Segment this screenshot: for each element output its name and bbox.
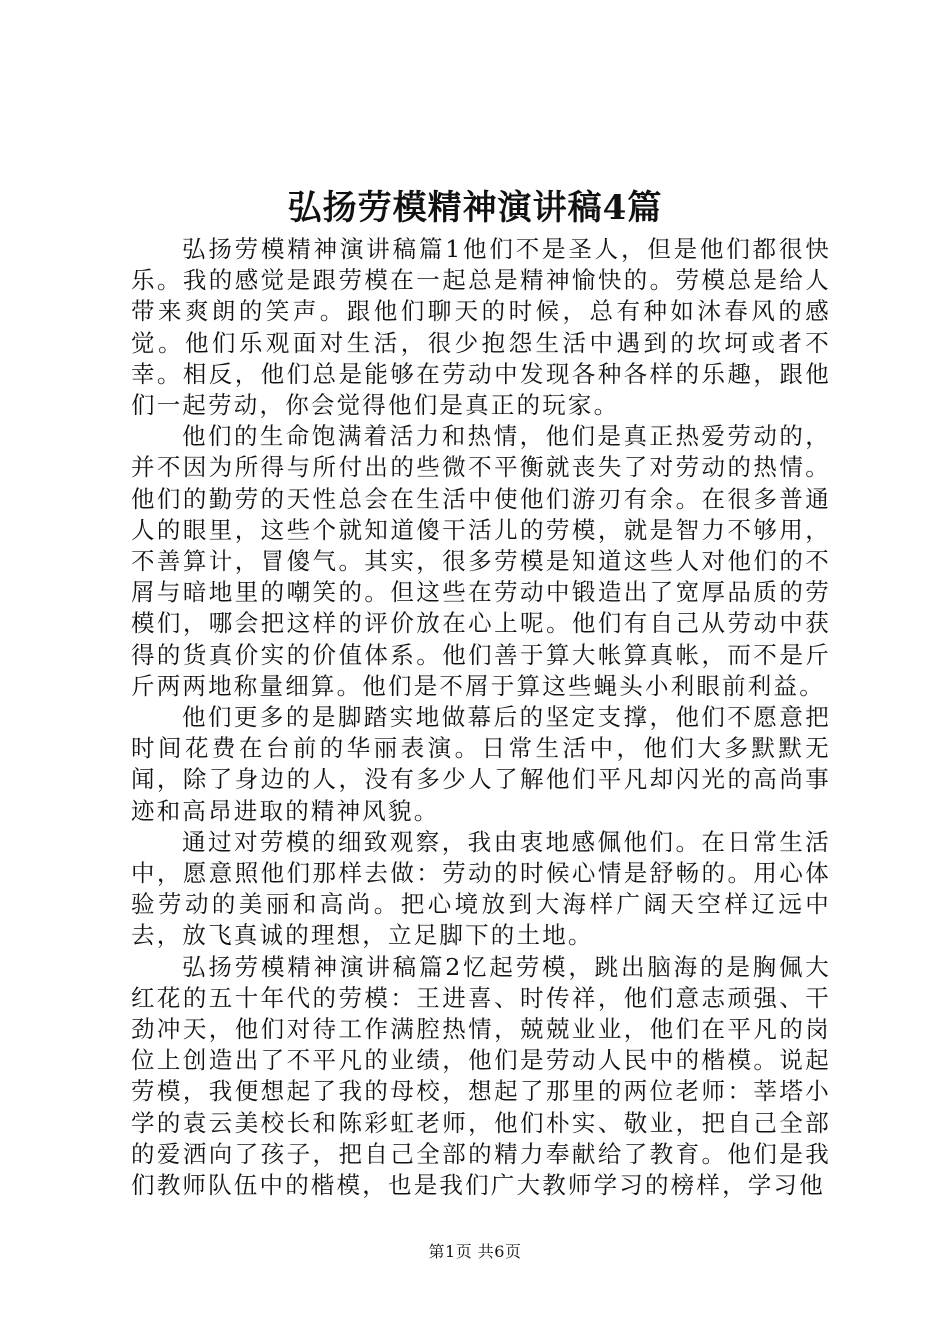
paragraph: 通过对劳模的细致观察，我由衷地感佩他们。在日常生活中，愿意照他们那样去做：劳动的时候心情是舒畅的。用心体验劳动的美丽和高尚。把心境放到大海样广阔天空样辽远中去，放飞真诚的理想，立足脚下的土地。 bbox=[131, 827, 831, 950]
paragraph: 弘扬劳模精神演讲稿篇1他们不是圣人，但是他们都很快乐。我的感觉是跟劳模在一起总是精神愉快的。劳模总是给人带来爽朗的笑声。跟他们聊天的时候，总有种如沐春风的感觉。他们乐观面对生活，很少抱怨生活中遇到的坎坷或者不幸。相反，他们总是能够在劳动中发现各种各样的乐趣，跟他们一起劳动，你会觉得他们是真正的玩家。 bbox=[131, 235, 831, 420]
paragraph: 他们的生命饱满着活力和热情，他们是真正热爱劳动的，并不因为所得与所付出的些微不平衡就丧失了对劳动的热情。他们的勤劳的天性总会在生活中使他们游刃有余。在很多普通人的眼里，这些个就知道傻干活儿的劳模，就是智力不够用，不善算计，冒傻气。其实，很多劳模是知道这些人对他们的不屑与暗地里的嘲笑的。但这些在劳动中锻造出了宽厚品质的劳模们，哪会把这样的评价放在心上呢。他们有自己从劳动中获得的货真价实的价值体系。他们善于算大帐算真帐，而不是斤斤两两地称量细算。他们是不屑于算这些蝇头小利眼前利益。 bbox=[131, 422, 831, 700]
page-number-footer: 第1页 共6页 bbox=[428, 1242, 522, 1261]
document-title: 弘扬劳模精神演讲稿4篇 bbox=[287, 188, 663, 228]
paragraph: 他们更多的是脚踏实地做幕后的坚定支撑，他们不愿意把时间花费在台前的华丽表演。日常生活中，他们大多默默无闻，除了身边的人，没有多少人了解他们平凡却闪光的高尚事迹和高昂进取的精神风貌。 bbox=[131, 703, 831, 825]
document-body bbox=[131, 234, 831, 1201]
paragraph: 弘扬劳模精神演讲稿篇2忆起劳模，跳出脑海的是胸佩大红花的五十年代的劳模：王进喜、时传祥，他们意志顽强、干劲冲天，他们对待工作满腔热情，兢兢业业，他们在平凡的岗位上创造出了不平凡的业绩，他们是劳动人民中的楷模。说起劳模，我便想起了我的母校，想起了那里的两位老师：莘塔小学的袁云美校长和陈彩虹老师，他们朴实、敬业，把自己全部的爱洒向了孩子，把自己全部的精力奉献给了教育。他们是我们教师队伍中的楷模，也是我们广大教师学习的榜样，学习他 bbox=[131, 952, 831, 1200]
